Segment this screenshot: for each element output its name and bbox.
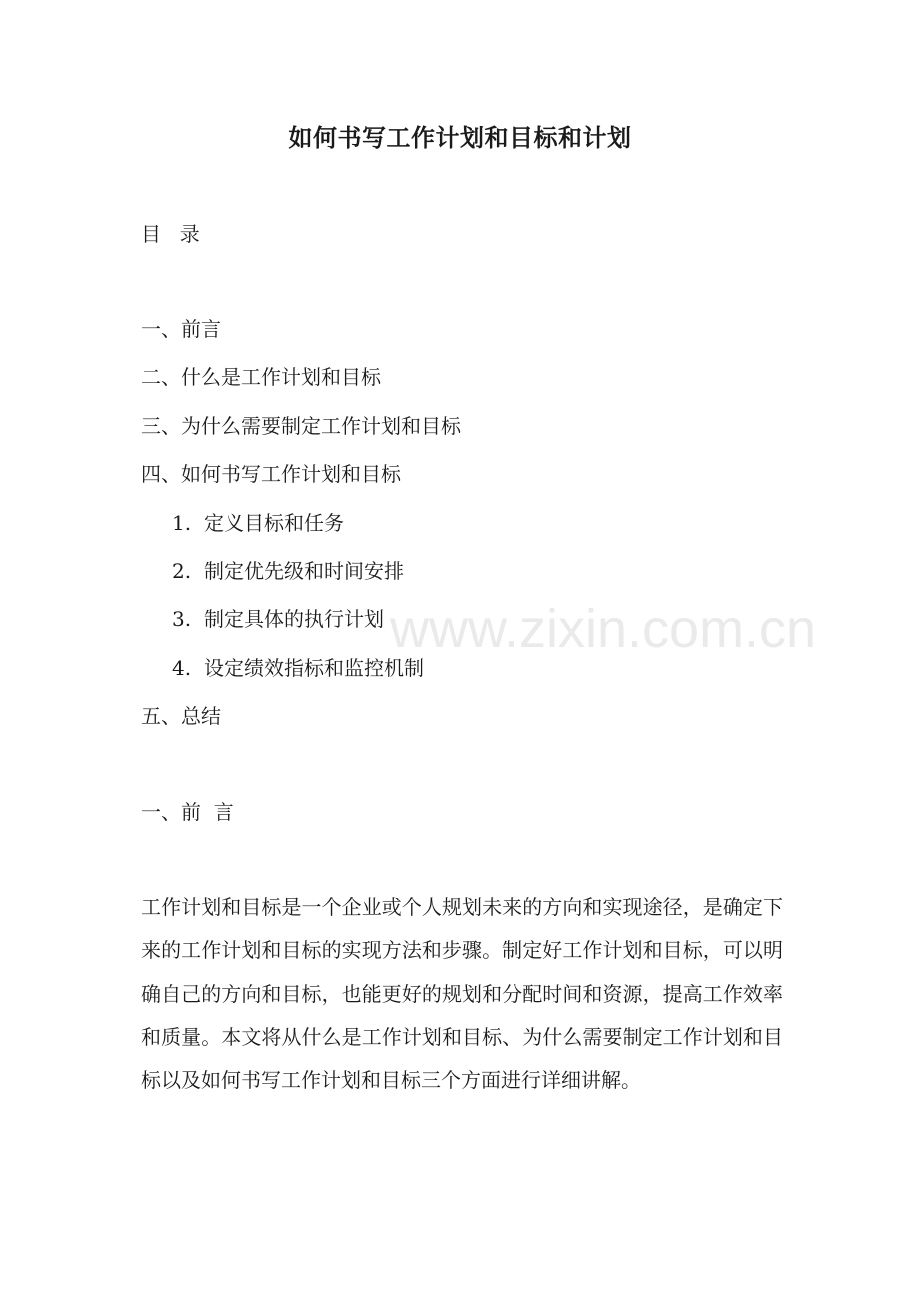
toc-item-why-plan: 三、为什么需要制定工作计划和目标 bbox=[141, 413, 461, 438]
document-title: 如何书写工作计划和目标和计划 bbox=[288, 123, 632, 152]
toc-item-how-to-write: 四、如何书写工作计划和目标 bbox=[141, 462, 401, 487]
toc-subitem-priorities: 2. 制定优先级和时间安排 bbox=[172, 558, 404, 583]
toc-subitem-define-goals: 1. 定义目标和任务 bbox=[172, 510, 344, 535]
toc-item-summary: 五、总结 bbox=[141, 704, 221, 729]
table-of-contents bbox=[141, 314, 461, 750]
toc-item-what-is-plan: 二、什么是工作计划和目标 bbox=[141, 365, 381, 390]
watermark: www.zixin.com.cn bbox=[390, 599, 817, 659]
section-heading-foreword: 一、前 言 bbox=[141, 800, 234, 824]
body-paragraph: 工作计划和目标是一个企业或个人规划未来的方向和实现途径，是确定下来的工作计划和目标的实现方法和步骤。制定好工作计划和目标，可以明确自己的方向和目标，也能更好的规划和分配时间和资源，提高工作效率和质量。本文将从什么是工作计划和目标、为什么需要制定工作计划和目标以及如何书写工作计划和目标三个方面进行详细讲解。 bbox=[141, 895, 783, 1093]
toc-subitem-execution-plan: 3. 制定具体的执行计划 bbox=[172, 607, 384, 632]
toc-heading: 目 录 bbox=[141, 222, 202, 246]
toc-subitem-kpi-monitoring: 4. 设定绩效指标和监控机制 bbox=[172, 655, 424, 680]
toc-item-foreword: 一、前言 bbox=[141, 317, 221, 341]
